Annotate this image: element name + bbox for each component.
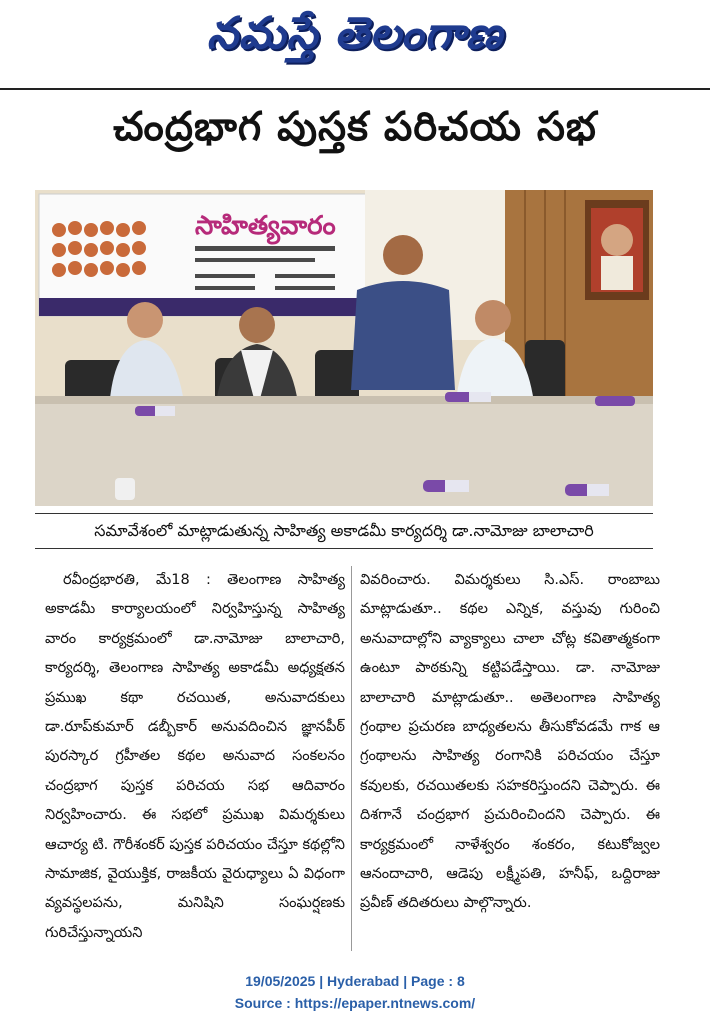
article-column-right [360, 566, 660, 951]
footer-dateline: 19/05/2025 | Hyderabad | Page : 8 [245, 973, 465, 989]
article-photo [35, 190, 653, 506]
footer-source: Source : https://epaper.ntnews.com/ [234, 995, 476, 1011]
column-divider [351, 566, 352, 951]
article-headline: చంద్రభాగ పుస్తక పరిచయ సభ [113, 104, 597, 150]
masthead-title: నమస్తే తెలంగాణ [206, 8, 504, 59]
banner-title: సాహిత్యవారం [195, 211, 336, 241]
photo-caption: సమావేశంలో మాట్లాడుతున్న సాహిత్య అకాడమీ కార్యదర్శి డా.నామోజు బాలాచారి [35, 513, 653, 549]
article-column-left [45, 566, 345, 951]
event-photo-illustration [35, 190, 653, 506]
article-body-left: రవీంద్రభారతి, మే18 : తెలంగాణ సాహిత్య అకాడమీ కార్యాలయంలో నిర్వహిస్తున్న సాహిత్య వారం కార్యక్రమంలో డా.నామోజు బాలాచారి, కార్యదర్శి, తెలంగాణ సాహిత్య అకాడమీ అధ్యక్షతన ప్రముఖ కథా రచయిత, అనువాదకులు డా.రూప్‌కుమార్ డబ్బీకార్ అనువదించిన జ్ఞానపీఠ్ పురస్కార గ్రహీతల కథల అనువాద సంకలనం చంద్రభాగ పుస్తక పరిచయ సభ ఆదివారం నిర్వహించారు. ఈ సభలో ప్రముఖ విమర్శకులు ఆచార్య టి. గౌరీశంకర్ పుస్తక పరిచయం చేస్తూ కథల్లోని సామాజిక, వైయుక్తిక, రాజకీయ వైరుధ్యాలు ఏ విధంగా వ్యవస్థలపను, మనిషిని సంఘర్షణకు గురిచేస్తున్నాయని [45, 572, 345, 941]
article-body-right: వివరించారు. విమర్శకులు సి.ఎస్. రాంబాబు మాట్లాడుతూ.. కథల ఎన్నిక, వస్తువు గురించి అనువాదాల్లోని వ్యాక్యాలు చాలా చోట్ల కవితాత్మకంగా ఉంటూ పాఠకున్ని కట్టిపడేస్తాయి. డా. నామోజు బాలాచారి మాట్లాడుతూ.. అతెలంగాణ సాహిత్య గ్రంథాల ప్రచురణ బాధ్యతలను తీసుకోవడమే గాక ఆ గ్రంథాలను సాహిత్య రంగానికి పరిచయం చేస్తూ కవులకు, రచయితలకు సహకరిస్తుందని చెప్పారు. ఈ దిశగానే చంద్రభాగ ప్రచురించిందని చెప్పారు. ఈ కార్యక్రమంలో నాళేశ్వరం శంకరం, కటుకోజ్వల ఆనందాచారి, ఆడెపు లక్ష్మీపతి, హనీఫ్, ఒద్దిరాజు ప్రవీణ్ తదితరులు పాల్గొన్నారు. [360, 572, 660, 912]
masthead-divider [0, 88, 710, 90]
newspaper-masthead [0, 0, 710, 78]
